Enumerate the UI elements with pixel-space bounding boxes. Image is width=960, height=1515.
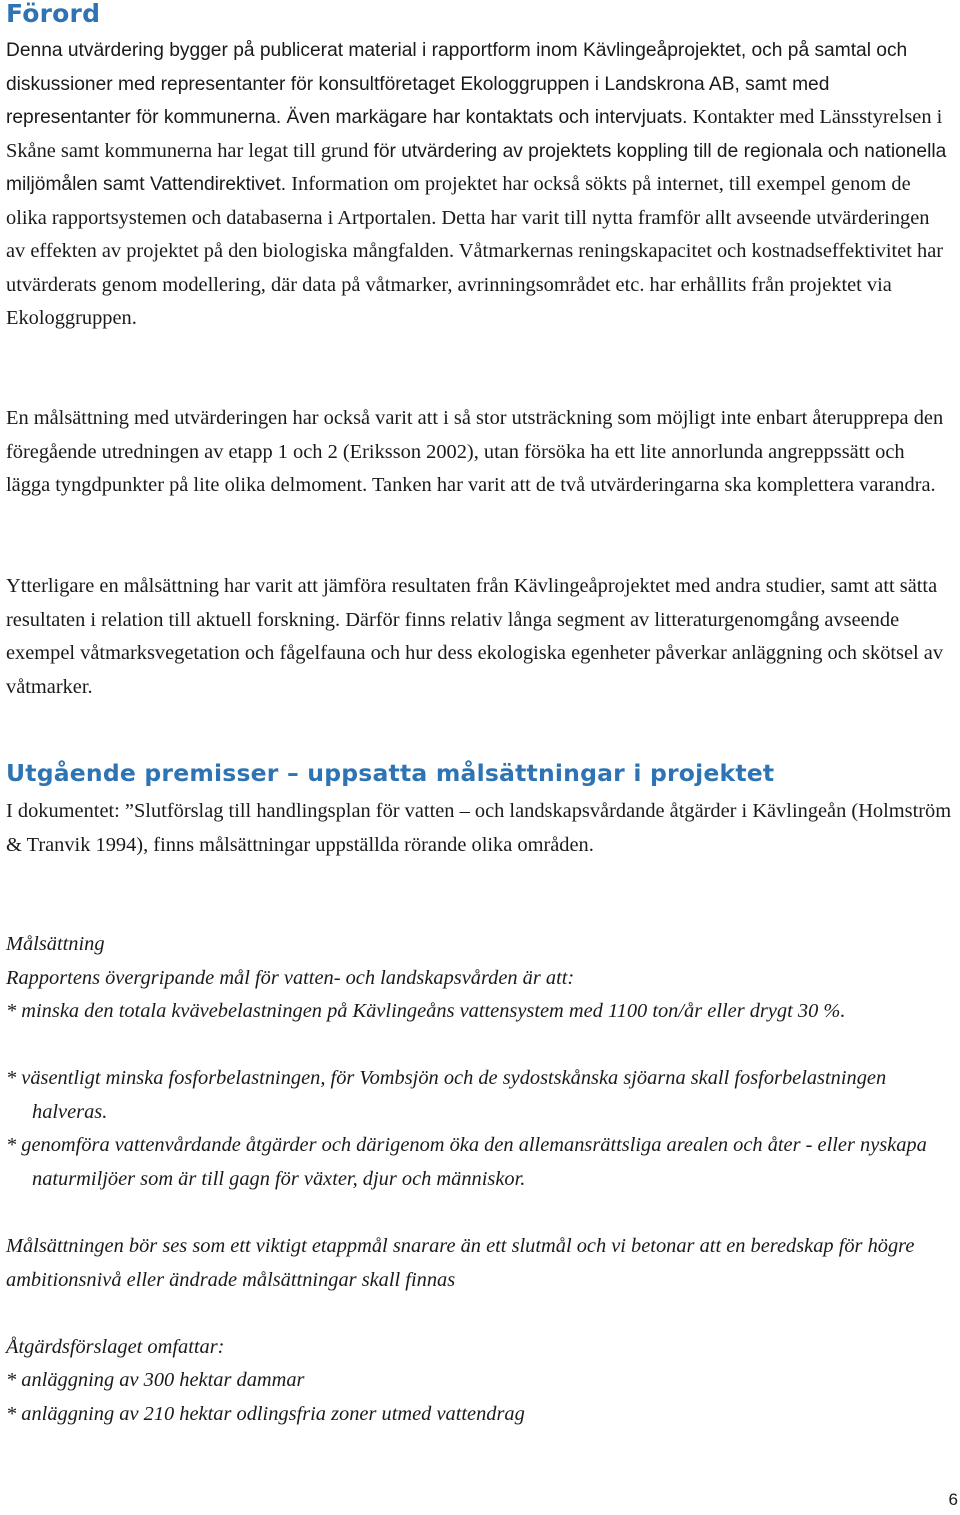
measures-list-item: * anläggning av 210 hektar odlingsfria zoner utmed vattendrag <box>6 1403 525 1425</box>
section-heading-forord: Förord <box>6 0 101 28</box>
text-run: Denna utvärdering bygger på publicerat material i rapportform inom Kävlingeåprojektet, och på samtal och diskussioner med representanter för konsultföretaget Ekologgruppen i Landskrona AB, samt med representanter för kommunerna. Även markägare har kontaktats och intervjuats. <box>6 40 908 128</box>
paragraph-forord-2: En målsättning med utvärderingen har också varit att i så stor utsträckning som möjligt inte enbart återupprepa den föregående utredningen av etapp 1 och 2 (Eriksson 2002), utan försöka ha ett lite annorlunda angreppssätt och lägga tyngdpunkter på lite olika delmoment. Tanken har varit att de två utvärderingarna ska komplettera varandra. <box>6 407 944 496</box>
goal-intro: Rapportens övergripande mål för vatten- och landskapsvården är att: <box>6 967 575 989</box>
measures-label: Åtgärdsförslaget omfattar: <box>6 1336 225 1358</box>
paragraph-forord-3: Ytterligare en målsättning har varit att jämföra resultaten från Kävlingeåprojektet med andra studier, samt att sätta resultaten i relation till aktuell forskning. Därför finns relativ långa segment av litteraturgenomgång avseende exempel våtmarksvegetation och fågelfauna och hur dess ekologiska egenheter påverkar anläggning och skötsel av våtmarker. <box>6 575 944 698</box>
goal-list-item: * väsentligt minska fosforbelastningen, för Vombsjön och de sydostskånska sjöarna skall fosforbelastningen halveras. <box>6 1067 887 1123</box>
text-run: för utvärdering av projektets koppling till de regionala och nationella miljömålen samt Vattendirektivet. <box>6 140 947 195</box>
section-heading-premisser: Utgående premisser – uppsatta målsättningar i projektet <box>6 759 775 787</box>
text-run: Information om projektet har också sökts på internet, till exempel genom de olika rapportsystemen och databaserna i Artportalen. Detta har varit till nytta framför allt avseende utvärderingen av effekten av projektet på den biologiska mångfalden. Våtmarkernas reningskapacitet och kostnadseffektivitet har utvärderats genom modellering, där data på våtmarker, avrinningsområdet etc. har erhållits från projektet via Ekologgruppen. <box>6 173 944 329</box>
goal-note: Målsättningen bör ses som ett viktigt etappmål snarare än ett slutmål och vi betonar att en beredskap för högre ambitionsnivå eller ändrade målsättningar skall finnas <box>6 1235 915 1291</box>
measures-list-item: * anläggning av 300 hektar dammar <box>6 1369 305 1391</box>
goal-list-item: * minska den totala kvävebelastningen på Kävlingeåns vattensystem med 1100 ton/år eller drygt 30 %. <box>6 1000 846 1022</box>
goal-label: Målsättning <box>6 933 105 955</box>
page-number: 6 <box>948 1490 958 1509</box>
text-run: Kontakter med Länsstyrelsen i Skåne samt kommunerna har legat till grund <box>6 106 943 162</box>
paragraph-forord-1 <box>6 34 952 336</box>
paragraph-premisser-1: I dokumentet: ”Slutförslag till handlingsplan för vatten – och landskapsvårdande åtgärder i Kävlingeån (Holmström & Tranvik 1994), finns målsättningar uppställda rörande olika områden. <box>6 800 952 856</box>
goal-list-item: * genomföra vattenvårdande åtgärder och därigenom öka den allemansrättsliga arealen och åter - eller nyskapa naturmiljöer som är till gagn för växter, djur och människor. <box>6 1134 927 1190</box>
